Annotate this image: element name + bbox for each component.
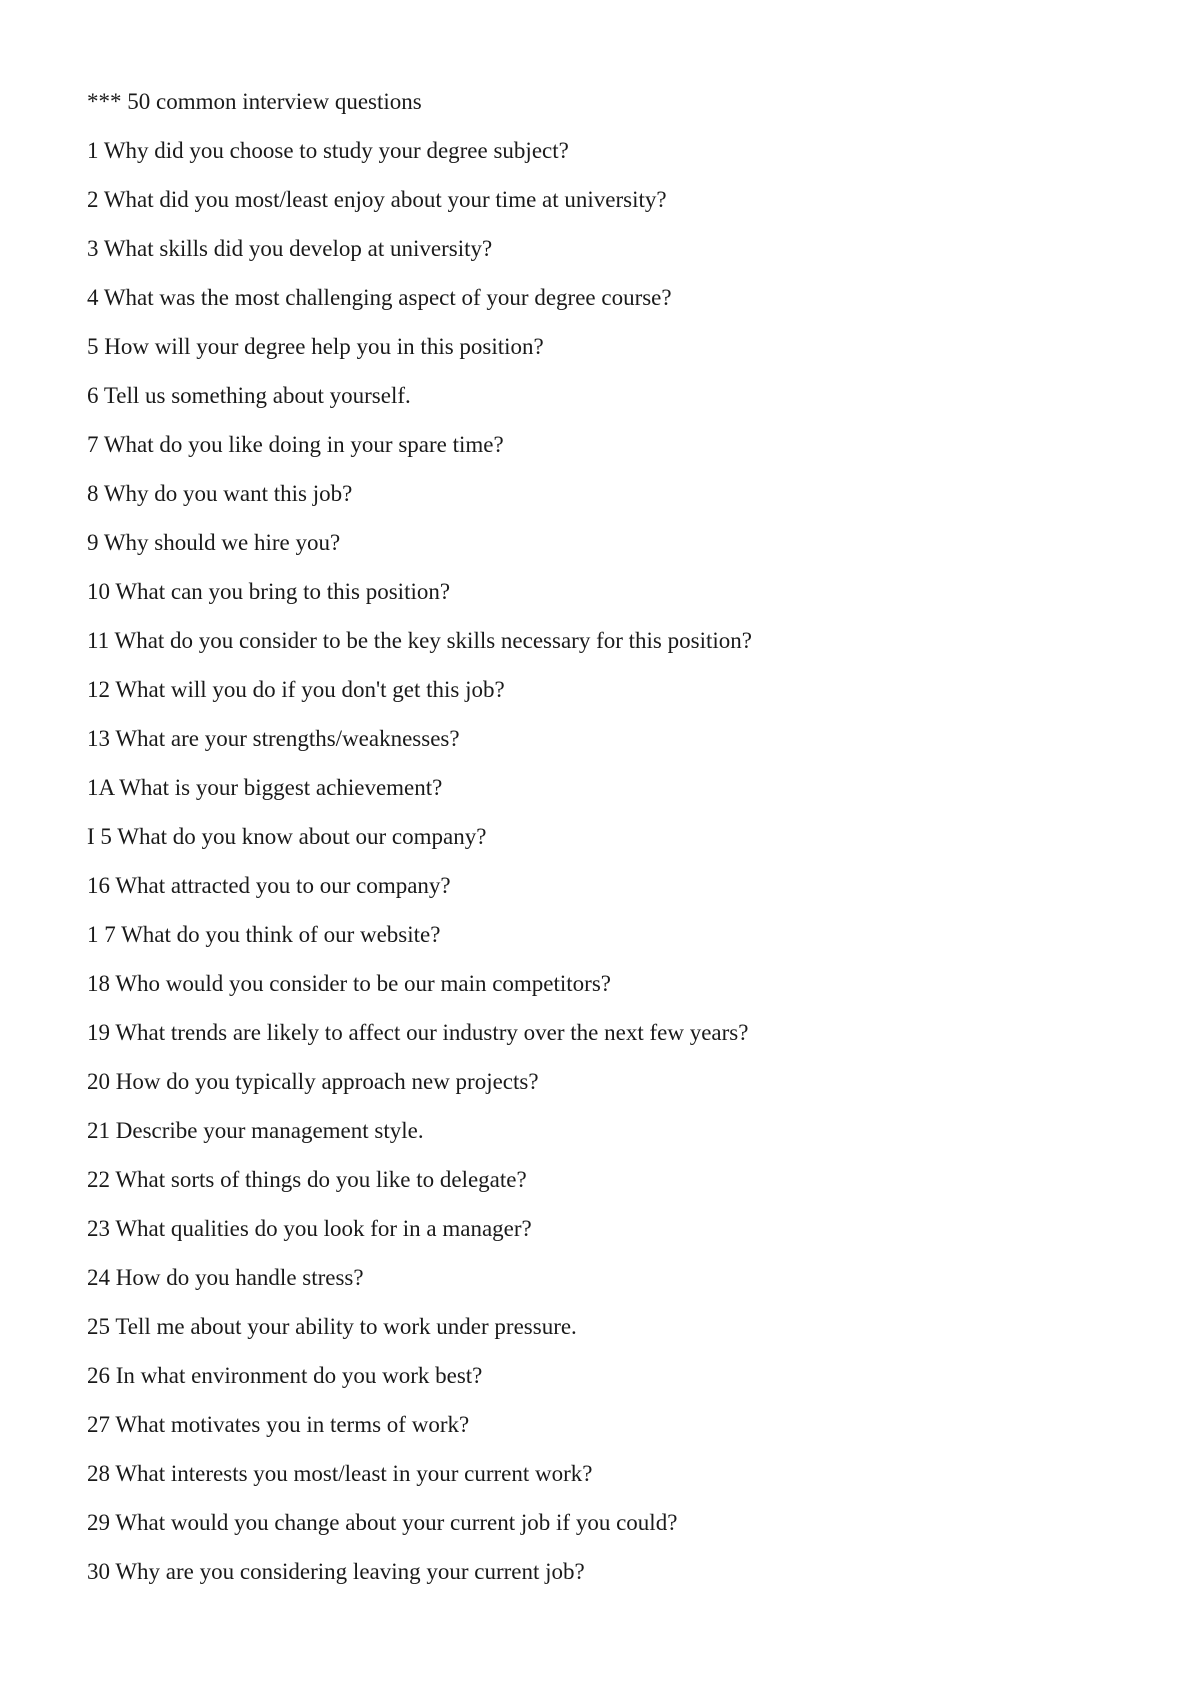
question-line-1: 1 Why did you choose to study your degree subject? xyxy=(87,138,569,163)
question-line-19: 19 What trends are likely to affect our industry over the next few years? xyxy=(87,1020,749,1045)
question-line-29: 29 What would you change about your current job if you could? xyxy=(87,1510,678,1535)
question-line-24: 24 How do you handle stress? xyxy=(87,1265,364,1290)
question-line-23: 23 What qualities do you look for in a manager? xyxy=(87,1216,532,1241)
question-line-16: 16 What attracted you to our company? xyxy=(87,873,451,898)
question-list xyxy=(87,83,752,1602)
question-line-10: 10 What can you bring to this position? xyxy=(87,579,451,604)
question-line-4: 4 What was the most challenging aspect of your degree course? xyxy=(87,285,672,310)
question-line-9: 9 Why should we hire you? xyxy=(87,530,341,555)
question-line-7: 7 What do you like doing in your spare time? xyxy=(87,432,504,457)
question-line-18: 18 Who would you consider to be our main competitors? xyxy=(87,971,612,996)
question-line-21: 21 Describe your management style. xyxy=(87,1118,424,1143)
question-line-15: I 5 What do you know about our company? xyxy=(87,824,487,849)
question-line-28: 28 What interests you most/least in your current work? xyxy=(87,1461,593,1486)
question-line-11: 11 What do you consider to be the key skills necessary for this position? xyxy=(87,628,752,653)
document-title: *** 50 common interview questions xyxy=(87,89,422,114)
question-line-12: 12 What will you do if you don't get this job? xyxy=(87,677,505,702)
question-line-30: 30 Why are you considering leaving your current job? xyxy=(87,1559,585,1584)
question-line-13: 13 What are your strengths/weaknesses? xyxy=(87,726,460,751)
question-line-14: 1A What is your biggest achievement? xyxy=(87,775,443,800)
question-line-26: 26 In what environment do you work best? xyxy=(87,1363,483,1388)
question-line-6: 6 Tell us something about yourself. xyxy=(87,383,411,408)
question-line-25: 25 Tell me about your ability to work under pressure. xyxy=(87,1314,577,1339)
question-line-17: 1 7 What do you think of our website? xyxy=(87,922,441,947)
question-line-27: 27 What motivates you in terms of work? xyxy=(87,1412,470,1437)
question-line-2: 2 What did you most/least enjoy about your time at university? xyxy=(87,187,667,212)
question-line-8: 8 Why do you want this job? xyxy=(87,481,353,506)
question-line-5: 5 How will your degree help you in this position? xyxy=(87,334,544,359)
question-line-22: 22 What sorts of things do you like to delegate? xyxy=(87,1167,527,1192)
question-line-3: 3 What skills did you develop at university? xyxy=(87,236,493,261)
question-line-20: 20 How do you typically approach new projects? xyxy=(87,1069,539,1094)
